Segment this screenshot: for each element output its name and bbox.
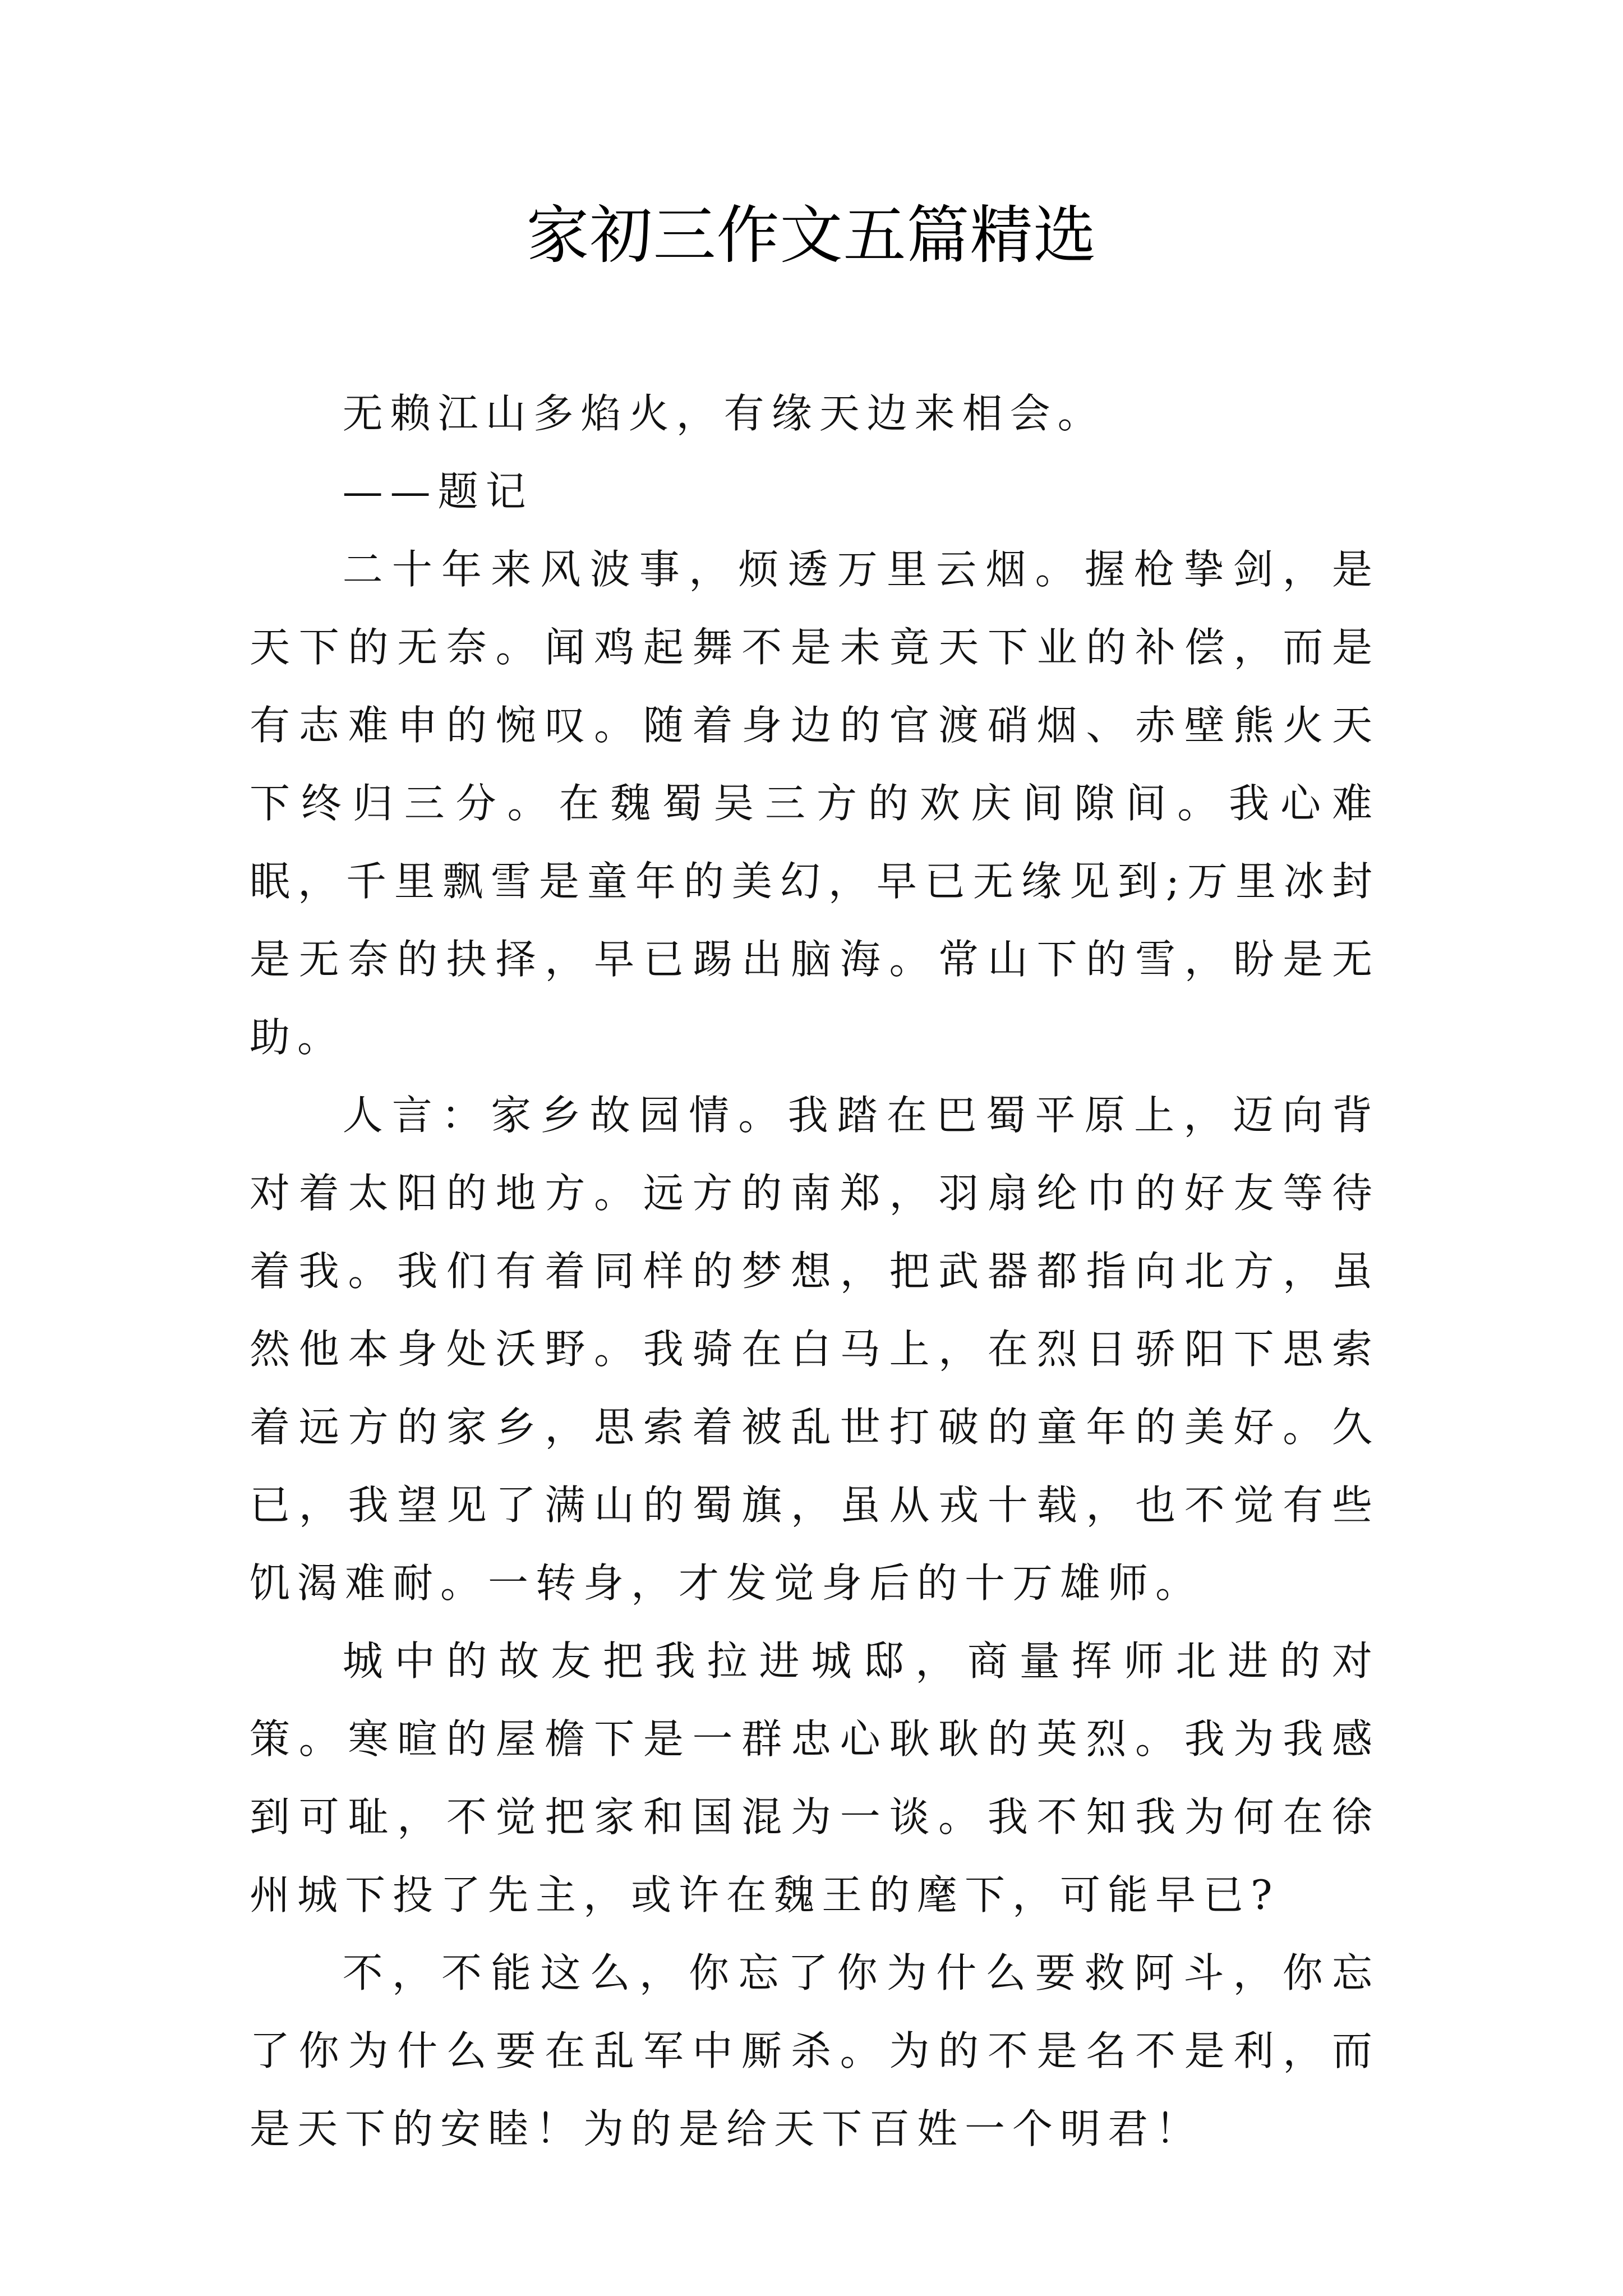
paragraph: 不，不能这么，你忘了你为什么要救阿斗，你忘了你为什么要在乱军中厮杀。为的不是名不是利，而是天下的安睦！为的是给天下百姓一个明君！ — [250, 1949, 1380, 2152]
paragraph: 人言：家乡故园情。我踏在巴蜀平原上，迈向背对着太阳的地方。远方的南郑，羽扇纶巾的好友等待着我。我们有着同样的梦想，把武器都指向北方，虽然他本身处沃野。我骑在白马上，在烈日骄阳下思索着远方的家乡，思索着被乱世打破的童年的美好。久已，我望见了满山的蜀旗，虽从戎十载，也不觉有些饥渴难耐。一转身，才发觉身后的十万雄师。 — [250, 1092, 1380, 1607]
document-title: 家初三作文五篇精选 — [526, 199, 1097, 272]
paragraph-epigraph: 无赖江山多焰火，有缘天边来相会。 — [342, 390, 1105, 437]
paragraph-epigraph-attribution: ——题记 — [342, 468, 533, 515]
paragraph: 城中的故友把我拉进城邸，商量挥师北进的对策。寒暄的屋檐下是一群忠心耿耿的英烈。我为我感到可耻，不觉把家和国混为一谈。我不知我为何在徐州城下投了先主，或许在魏王的麾下，可能早已? — [250, 1637, 1380, 1918]
document-body — [250, 375, 1380, 2168]
paragraph: 二十年来风波事，烦透万里云烟。握枪挚剑，是天下的无奈。闻鸡起舞不是未竟天下业的补偿，而是有志难申的惋叹。随着身边的官渡硝烟、赤壁熊火天下终归三分。在魏蜀吴三方的欢庆间隙间。我心难眠，千里飘雪是童年的美幻，早已无缘见到;万里冰封是无奈的抉择，早已踢出脑海。常山下的雪，盼是无助。 — [250, 546, 1380, 1061]
